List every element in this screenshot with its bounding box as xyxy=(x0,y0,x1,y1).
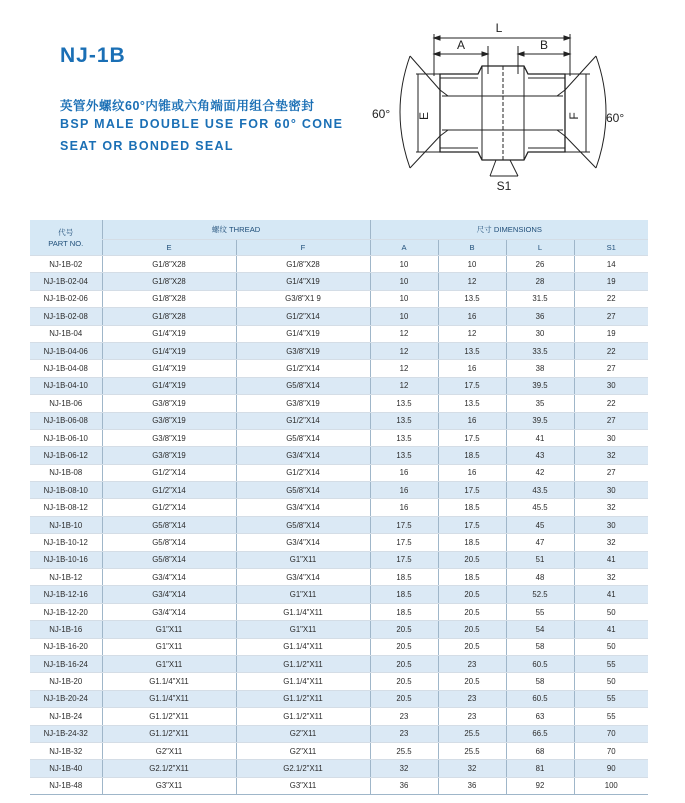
dim-b-cell: 32 xyxy=(438,760,506,777)
part-number-header xyxy=(30,220,102,256)
part-number-cell: NJ-1B-06 xyxy=(30,395,102,412)
dim-b-cell: 16 xyxy=(438,412,506,429)
thread-f-cell: G1"X11 xyxy=(236,586,370,603)
dim-b-cell: 13.5 xyxy=(438,290,506,307)
dim-b-cell: 23 xyxy=(438,708,506,725)
thread-e-cell: G1.1/4"X11 xyxy=(102,673,236,690)
table-row xyxy=(30,395,648,412)
dim-s1-cell: 27 xyxy=(574,360,648,377)
part-number-cell: NJ-1B-12 xyxy=(30,569,102,586)
table-row xyxy=(30,516,648,533)
part-number-cell: NJ-1B-04-10 xyxy=(30,377,102,394)
dim-a-cell: 18.5 xyxy=(370,586,438,603)
dim-a-cell: 18.5 xyxy=(370,603,438,620)
table-row xyxy=(30,308,648,325)
dim-a-cell: 25.5 xyxy=(370,742,438,759)
table-row xyxy=(30,534,648,551)
part-number-cell: NJ-1B-02-04 xyxy=(30,273,102,290)
dim-l-cell: 66.5 xyxy=(506,725,574,742)
table-row xyxy=(30,360,648,377)
part-number-cell: NJ-1B-12-20 xyxy=(30,603,102,620)
part-number-cell: NJ-1B-06-08 xyxy=(30,412,102,429)
table-row xyxy=(30,603,648,620)
thread-group-header: 螺纹 THREAD xyxy=(102,220,370,240)
dim-a-cell: 17.5 xyxy=(370,516,438,533)
label-E: E xyxy=(417,111,431,121)
part-number-cell: NJ-1B-10-16 xyxy=(30,551,102,568)
thread-e-cell: G3/8"X19 xyxy=(102,412,236,429)
dim-a-cell: 20.5 xyxy=(370,690,438,707)
dim-l-cell: 52.5 xyxy=(506,586,574,603)
dim-a-cell: 12 xyxy=(370,377,438,394)
dim-s1-cell: 50 xyxy=(574,603,648,620)
dim-s1-cell: 30 xyxy=(574,377,648,394)
part-number-cell: NJ-1B-06-12 xyxy=(30,447,102,464)
dim-s1-cell: 90 xyxy=(574,760,648,777)
table-row xyxy=(30,325,648,342)
thread-f-cell: G1.1/4"X11 xyxy=(236,603,370,620)
thread-f-cell: G1/4"X19 xyxy=(236,325,370,342)
dim-s1-cell: 32 xyxy=(574,499,648,516)
thread-e-cell: G1/2"X14 xyxy=(102,499,236,516)
dim-s1-cell: 19 xyxy=(574,273,648,290)
part-number-cell: NJ-1B-06-10 xyxy=(30,429,102,446)
dim-b-cell: 10 xyxy=(438,256,506,273)
table-row xyxy=(30,256,648,273)
thread-e-cell: G1"X11 xyxy=(102,655,236,672)
dim-l-cell: 63 xyxy=(506,708,574,725)
dim-l-cell: 39.5 xyxy=(506,412,574,429)
dim-s1-cell: 30 xyxy=(574,516,648,533)
part-number-cell: NJ-1B-16-20 xyxy=(30,638,102,655)
table-row xyxy=(30,760,648,777)
dim-s1-cell: 50 xyxy=(574,673,648,690)
dim-b-cell: 36 xyxy=(438,777,506,794)
table-row xyxy=(30,725,648,742)
table-row xyxy=(30,412,648,429)
dim-s1-cell: 41 xyxy=(574,621,648,638)
dim-a-cell: 12 xyxy=(370,360,438,377)
thread-f-cell: G3/4"X14 xyxy=(236,447,370,464)
dim-a-cell: 13.5 xyxy=(370,412,438,429)
dim-a-cell: 16 xyxy=(370,482,438,499)
thread-f-cell: G1/2"X14 xyxy=(236,464,370,481)
thread-f-cell: G1.1/4"X11 xyxy=(236,638,370,655)
label-S1: S1 xyxy=(496,179,512,193)
part-number-cell: NJ-1B-24-32 xyxy=(30,725,102,742)
thread-f-cell: G2"X11 xyxy=(236,725,370,742)
page-title: NJ-1B xyxy=(60,44,126,67)
dim-a-cell: 10 xyxy=(370,308,438,325)
table-row xyxy=(30,499,648,516)
table-row xyxy=(30,377,648,394)
dim-a-cell: 10 xyxy=(370,290,438,307)
dim-s1-cell: 100 xyxy=(574,777,648,794)
part-number-cell: NJ-1B-08 xyxy=(30,464,102,481)
fitting-technical-drawing xyxy=(360,16,650,196)
table-row xyxy=(30,273,648,290)
dim-b-cell: 13.5 xyxy=(438,342,506,359)
column-header-l: L xyxy=(506,240,574,256)
dim-l-cell: 39.5 xyxy=(506,377,574,394)
dim-a-cell: 20.5 xyxy=(370,638,438,655)
dim-l-cell: 43.5 xyxy=(506,482,574,499)
dim-l-cell: 41 xyxy=(506,429,574,446)
part-number-cell: NJ-1B-04-06 xyxy=(30,342,102,359)
part-number-cell: NJ-1B-20-24 xyxy=(30,690,102,707)
dim-l-cell: 58 xyxy=(506,638,574,655)
dim-b-cell: 20.5 xyxy=(438,621,506,638)
table-row xyxy=(30,742,648,759)
subtitle-chinese: 英管外螺纹60°内锥或六角端面用组合垫密封 xyxy=(60,99,315,113)
dim-s1-cell: 41 xyxy=(574,551,648,568)
dim-l-cell: 51 xyxy=(506,551,574,568)
thread-f-cell: G3/4"X14 xyxy=(236,534,370,551)
dim-l-cell: 28 xyxy=(506,273,574,290)
thread-f-cell: G3/8"X19 xyxy=(236,395,370,412)
thread-f-cell: G1"X11 xyxy=(236,621,370,638)
dim-l-cell: 45.5 xyxy=(506,499,574,516)
dim-b-cell: 18.5 xyxy=(438,534,506,551)
thread-e-cell: G3/4"X14 xyxy=(102,586,236,603)
dim-b-cell: 20.5 xyxy=(438,638,506,655)
part-number-cell: NJ-1B-02-08 xyxy=(30,308,102,325)
dim-l-cell: 45 xyxy=(506,516,574,533)
part-number-cell: NJ-1B-32 xyxy=(30,742,102,759)
table-row xyxy=(30,447,648,464)
dim-b-cell: 13.5 xyxy=(438,395,506,412)
thread-e-cell: G1/2"X14 xyxy=(102,482,236,499)
dim-b-cell: 16 xyxy=(438,464,506,481)
dimensions-group-header: 尺寸 DIMENSIONS xyxy=(370,220,648,240)
thread-e-cell: G1.1/4"X11 xyxy=(102,690,236,707)
thread-f-cell: G2"X11 xyxy=(236,742,370,759)
table-row xyxy=(30,569,648,586)
thread-f-cell: G1/2"X14 xyxy=(236,360,370,377)
dim-s1-cell: 70 xyxy=(574,742,648,759)
dim-s1-cell: 27 xyxy=(574,308,648,325)
dim-l-cell: 92 xyxy=(506,777,574,794)
dim-b-cell: 12 xyxy=(438,325,506,342)
table-row xyxy=(30,429,648,446)
dim-s1-cell: 22 xyxy=(574,342,648,359)
thread-e-cell: G1/2"X14 xyxy=(102,464,236,481)
dim-a-cell: 20.5 xyxy=(370,673,438,690)
part-number-header-en: PART NO. xyxy=(48,238,84,248)
part-number-cell: NJ-1B-08-12 xyxy=(30,499,102,516)
table-row xyxy=(30,551,648,568)
part-number-cell: NJ-1B-16-24 xyxy=(30,655,102,672)
dim-b-cell: 12 xyxy=(438,273,506,290)
dim-s1-cell: 22 xyxy=(574,395,648,412)
thread-e-cell: G1/8"X28 xyxy=(102,290,236,307)
dim-a-cell: 23 xyxy=(370,725,438,742)
dim-a-cell: 23 xyxy=(370,708,438,725)
thread-f-cell: G1/4"X19 xyxy=(236,273,370,290)
thread-f-cell: G3"X11 xyxy=(236,777,370,794)
dim-l-cell: 54 xyxy=(506,621,574,638)
thread-f-cell: G3/4"X14 xyxy=(236,499,370,516)
dim-a-cell: 17.5 xyxy=(370,551,438,568)
label-A: A xyxy=(456,38,466,52)
dim-a-cell: 13.5 xyxy=(370,429,438,446)
thread-f-cell: G1"X11 xyxy=(236,551,370,568)
dim-s1-cell: 22 xyxy=(574,290,648,307)
thread-e-cell: G3/8"X19 xyxy=(102,395,236,412)
thread-e-cell: G1.1/2"X11 xyxy=(102,708,236,725)
thread-f-cell: G1.1/2"X11 xyxy=(236,655,370,672)
dim-a-cell: 12 xyxy=(370,325,438,342)
dim-l-cell: 43 xyxy=(506,447,574,464)
dim-l-cell: 60.5 xyxy=(506,690,574,707)
table-row xyxy=(30,621,648,638)
dim-s1-cell: 70 xyxy=(574,725,648,742)
subtitle-english-line1: BSP MALE DOUBLE USE FOR 60° CONE xyxy=(60,117,344,131)
part-number-cell: NJ-1B-08-10 xyxy=(30,482,102,499)
label-F: F xyxy=(567,112,581,120)
column-header-a: A xyxy=(370,240,438,256)
thread-e-cell: G1/8"X28 xyxy=(102,256,236,273)
thread-e-cell: G3/8"X19 xyxy=(102,429,236,446)
dim-b-cell: 23 xyxy=(438,690,506,707)
thread-f-cell: G1.1/4"X11 xyxy=(236,673,370,690)
table-row xyxy=(30,673,648,690)
dim-b-cell: 20.5 xyxy=(438,586,506,603)
table-row xyxy=(30,290,648,307)
dim-b-cell: 20.5 xyxy=(438,603,506,620)
thread-f-cell: G5/8"X14 xyxy=(236,482,370,499)
thread-f-cell: G3/4"X14 xyxy=(236,569,370,586)
dim-l-cell: 47 xyxy=(506,534,574,551)
label-L: L xyxy=(495,21,503,35)
thread-f-cell: G2.1/2"X11 xyxy=(236,760,370,777)
dim-l-cell: 30 xyxy=(506,325,574,342)
thread-e-cell: G1/4"X19 xyxy=(102,377,236,394)
dim-s1-cell: 32 xyxy=(574,534,648,551)
dim-a-cell: 10 xyxy=(370,256,438,273)
dim-a-cell: 10 xyxy=(370,273,438,290)
dim-a-cell: 36 xyxy=(370,777,438,794)
table-row xyxy=(30,342,648,359)
part-number-header-cn: 代号 xyxy=(58,227,74,237)
dim-b-cell: 18.5 xyxy=(438,499,506,516)
dim-l-cell: 42 xyxy=(506,464,574,481)
thread-f-cell: G1/2"X14 xyxy=(236,308,370,325)
thread-e-cell: G1/4"X19 xyxy=(102,325,236,342)
dim-a-cell: 16 xyxy=(370,464,438,481)
thread-e-cell: G3/4"X14 xyxy=(102,603,236,620)
thread-e-cell: G1"X11 xyxy=(102,621,236,638)
dim-l-cell: 81 xyxy=(506,760,574,777)
specification-table xyxy=(30,220,648,795)
part-number-cell: NJ-1B-16 xyxy=(30,621,102,638)
subtitle-english-line2: SEAT OR BONDED SEAL xyxy=(60,139,234,153)
dim-s1-cell: 55 xyxy=(574,690,648,707)
dim-s1-cell: 30 xyxy=(574,482,648,499)
dim-b-cell: 23 xyxy=(438,655,506,672)
dim-s1-cell: 41 xyxy=(574,586,648,603)
thread-e-cell: G5/8"X14 xyxy=(102,534,236,551)
table-row xyxy=(30,638,648,655)
column-header-s1: S1 xyxy=(574,240,648,256)
thread-f-cell: G1/8"X28 xyxy=(236,256,370,273)
dim-l-cell: 58 xyxy=(506,673,574,690)
label-angle-right: 60° xyxy=(606,111,625,125)
dim-b-cell: 20.5 xyxy=(438,551,506,568)
dim-a-cell: 16 xyxy=(370,499,438,516)
dim-b-cell: 16 xyxy=(438,308,506,325)
dim-b-cell: 20.5 xyxy=(438,673,506,690)
column-header-b: B xyxy=(438,240,506,256)
part-number-cell: NJ-1B-20 xyxy=(30,673,102,690)
part-number-cell: NJ-1B-02-06 xyxy=(30,290,102,307)
part-number-cell: NJ-1B-10 xyxy=(30,516,102,533)
thread-e-cell: G5/8"X14 xyxy=(102,551,236,568)
dim-l-cell: 60.5 xyxy=(506,655,574,672)
part-number-cell: NJ-1B-04-08 xyxy=(30,360,102,377)
thread-e-cell: G1/4"X19 xyxy=(102,360,236,377)
thread-f-cell: G1/2"X14 xyxy=(236,412,370,429)
part-number-cell: NJ-1B-40 xyxy=(30,760,102,777)
dim-l-cell: 55 xyxy=(506,603,574,620)
dim-a-cell: 12 xyxy=(370,342,438,359)
dim-a-cell: 13.5 xyxy=(370,447,438,464)
thread-e-cell: G2"X11 xyxy=(102,742,236,759)
table-row xyxy=(30,690,648,707)
thread-f-cell: G1.1/2"X11 xyxy=(236,690,370,707)
table-row xyxy=(30,464,648,481)
thread-e-cell: G1/8"X28 xyxy=(102,308,236,325)
thread-e-cell: G1"X11 xyxy=(102,638,236,655)
dim-b-cell: 18.5 xyxy=(438,569,506,586)
dim-b-cell: 16 xyxy=(438,360,506,377)
thread-e-cell: G2.1/2"X11 xyxy=(102,760,236,777)
dim-b-cell: 18.5 xyxy=(438,447,506,464)
thread-f-cell: G5/8"X14 xyxy=(236,377,370,394)
dim-a-cell: 17.5 xyxy=(370,534,438,551)
dim-a-cell: 32 xyxy=(370,760,438,777)
dim-b-cell: 17.5 xyxy=(438,482,506,499)
dim-s1-cell: 27 xyxy=(574,412,648,429)
column-header-f: F xyxy=(236,240,370,256)
dim-a-cell: 20.5 xyxy=(370,621,438,638)
dim-l-cell: 68 xyxy=(506,742,574,759)
thread-e-cell: G3"X11 xyxy=(102,777,236,794)
column-header-e: E xyxy=(102,240,236,256)
dim-l-cell: 33.5 xyxy=(506,342,574,359)
dim-l-cell: 26 xyxy=(506,256,574,273)
specification-table-body xyxy=(30,256,648,795)
thread-e-cell: G1/4"X19 xyxy=(102,342,236,359)
dim-l-cell: 31.5 xyxy=(506,290,574,307)
dim-s1-cell: 50 xyxy=(574,638,648,655)
dim-a-cell: 13.5 xyxy=(370,395,438,412)
table-row xyxy=(30,655,648,672)
dim-l-cell: 35 xyxy=(506,395,574,412)
dim-s1-cell: 19 xyxy=(574,325,648,342)
part-number-cell: NJ-1B-02 xyxy=(30,256,102,273)
thread-f-cell: G5/8"X14 xyxy=(236,516,370,533)
dim-s1-cell: 14 xyxy=(574,256,648,273)
label-B: B xyxy=(539,38,549,52)
label-angle-left: 60° xyxy=(372,107,391,121)
dim-s1-cell: 32 xyxy=(574,569,648,586)
dim-a-cell: 18.5 xyxy=(370,569,438,586)
table-row xyxy=(30,482,648,499)
dim-s1-cell: 32 xyxy=(574,447,648,464)
thread-e-cell: G1.1/2"X11 xyxy=(102,725,236,742)
dim-b-cell: 17.5 xyxy=(438,516,506,533)
dim-s1-cell: 30 xyxy=(574,429,648,446)
part-number-cell: NJ-1B-24 xyxy=(30,708,102,725)
table-row xyxy=(30,586,648,603)
dim-b-cell: 17.5 xyxy=(438,429,506,446)
table-row xyxy=(30,777,648,794)
dim-l-cell: 38 xyxy=(506,360,574,377)
dim-b-cell: 25.5 xyxy=(438,725,506,742)
thread-e-cell: G3/4"X14 xyxy=(102,569,236,586)
part-number-cell: NJ-1B-04 xyxy=(30,325,102,342)
thread-f-cell: G3/8"X19 xyxy=(236,342,370,359)
dim-b-cell: 17.5 xyxy=(438,377,506,394)
thread-f-cell: G5/8"X14 xyxy=(236,429,370,446)
table-row xyxy=(30,708,648,725)
dim-a-cell: 20.5 xyxy=(370,655,438,672)
dim-s1-cell: 55 xyxy=(574,655,648,672)
dim-l-cell: 48 xyxy=(506,569,574,586)
thread-f-cell: G1.1/2"X11 xyxy=(236,708,370,725)
thread-e-cell: G1/8"X28 xyxy=(102,273,236,290)
dim-s1-cell: 55 xyxy=(574,708,648,725)
thread-f-cell: G3/8"X1 9 xyxy=(236,290,370,307)
part-number-cell: NJ-1B-48 xyxy=(30,777,102,794)
part-number-cell: NJ-1B-10-12 xyxy=(30,534,102,551)
dim-l-cell: 36 xyxy=(506,308,574,325)
dim-s1-cell: 27 xyxy=(574,464,648,481)
part-number-cell: NJ-1B-12-16 xyxy=(30,586,102,603)
dim-b-cell: 25.5 xyxy=(438,742,506,759)
thread-e-cell: G3/8"X19 xyxy=(102,447,236,464)
thread-e-cell: G5/8"X14 xyxy=(102,516,236,533)
